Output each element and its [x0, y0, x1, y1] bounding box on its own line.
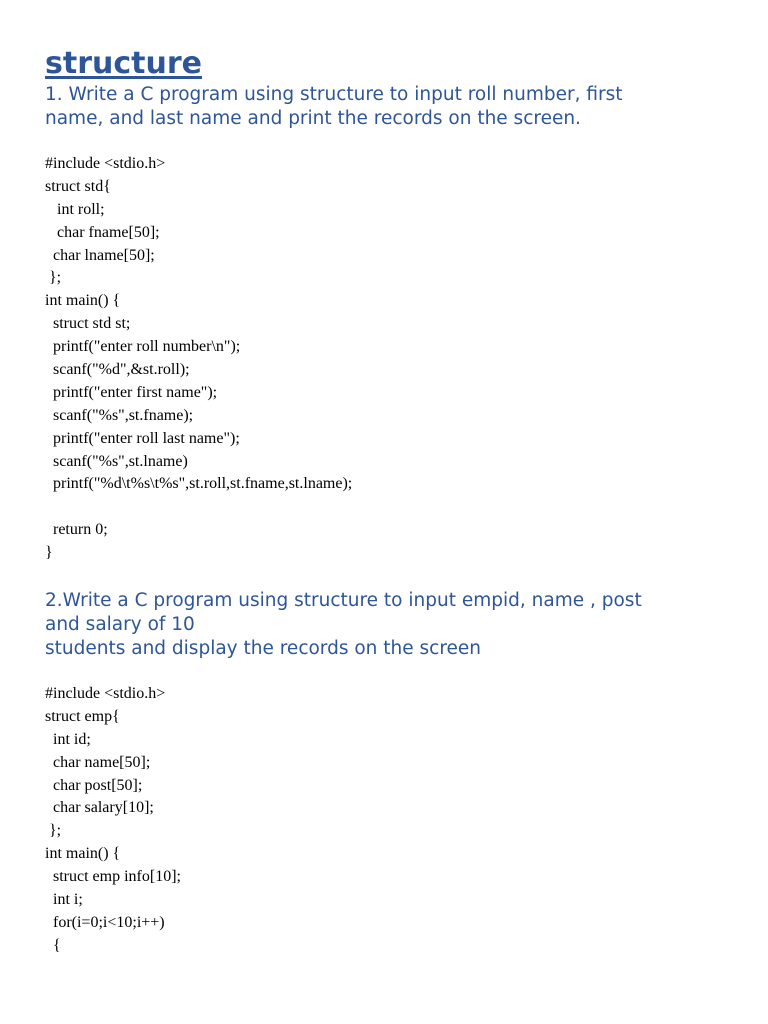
question-1-code-block	[45, 153, 352, 565]
code-line: char fname[50];	[45, 223, 160, 241]
code-line: return 0;	[45, 521, 108, 539]
question-1-heading-line: name, and last name and print the records on the screen.	[45, 108, 581, 129]
code-line: int roll;	[45, 200, 105, 218]
question-2-code-block	[45, 683, 181, 958]
document-title: structure	[45, 46, 202, 81]
code-line: printf("enter roll number\n");	[45, 338, 241, 356]
code-line: int main() {	[45, 292, 121, 310]
code-line: int id;	[45, 730, 91, 748]
code-line: printf("%d\t%s\t%s",st.roll,st.fname,st.lname);	[45, 475, 353, 493]
code-line: };	[45, 822, 62, 840]
code-line: char lname[50];	[45, 246, 155, 264]
code-line: printf("enter first name");	[45, 383, 218, 401]
code-line: int i;	[45, 891, 83, 909]
code-line: #include <stdio.h>	[45, 685, 166, 702]
code-line: char name[50];	[45, 753, 151, 771]
question-2-heading-line: students and display the records on the screen	[45, 638, 482, 659]
code-line: #include <stdio.h>	[45, 155, 166, 172]
code-line: }	[45, 544, 53, 562]
code-line	[45, 496, 352, 519]
code-line: printf("enter roll last name");	[45, 429, 240, 447]
code-line: scanf("%d",&st.roll);	[45, 361, 190, 379]
code-line: char salary[10];	[45, 799, 154, 817]
code-line: {	[45, 936, 61, 954]
question-2-heading-line: and salary of 10	[45, 614, 195, 635]
code-line: char post[50];	[45, 776, 143, 794]
code-line: struct std{	[45, 177, 111, 195]
question-2-heading	[45, 589, 735, 661]
code-line: int main() {	[45, 845, 121, 863]
question-1-heading	[45, 83, 735, 131]
code-line: };	[45, 269, 62, 287]
question-2-heading-line: 2.Write a C program using structure to input empid, name , post	[45, 590, 642, 611]
code-line: scanf("%s",st.fname);	[45, 406, 194, 424]
code-line: for(i=0;i<10;i++)	[45, 913, 165, 931]
code-line: struct emp{	[45, 707, 120, 725]
code-line: struct emp info[10];	[45, 868, 181, 886]
code-line: struct std st;	[45, 315, 131, 333]
code-line: scanf("%s",st.lname)	[45, 452, 188, 470]
question-1-heading-line: 1. Write a C program using structure to input roll number, first	[45, 84, 623, 105]
